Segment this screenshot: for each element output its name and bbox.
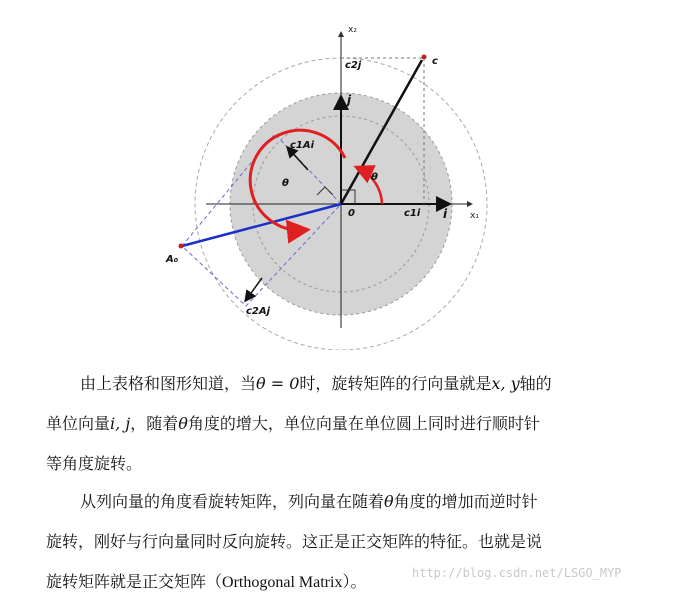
c1ai-label: c1Ai xyxy=(290,140,315,151)
paragraph-1-line-1: 由上表格和图形知道，当θ = 0时，旋转矩阵的行向量就是x, y轴的 xyxy=(80,374,552,393)
x1-axis-label: x₁ xyxy=(470,211,479,221)
c2aj-arrow xyxy=(246,278,262,300)
c2j-label: c2j xyxy=(345,60,362,71)
point-a0 xyxy=(179,244,184,249)
paragraph-2-line-3: 旋转矩阵就是正交矩阵（Orthogonal Matrix）。 xyxy=(46,572,367,591)
c1i-label: c1i xyxy=(404,208,421,219)
point-c xyxy=(422,55,427,60)
c-label: c xyxy=(432,56,438,67)
i-label: i xyxy=(443,207,448,221)
paragraph-2-line-1: 从列向量的角度看旋转矩阵，列向量在随着θ角度的增加而逆时针 xyxy=(80,492,538,511)
paragraph-1-line-3: 等角度旋转。 xyxy=(46,454,143,473)
paragraph-1-line-2: 单位向量i, j，随着θ角度的增大，单位向量在单位圆上同时进行顺时针 xyxy=(46,414,540,433)
a0-label: A₀ xyxy=(166,254,179,265)
origin-label: 0 xyxy=(348,208,355,219)
theta-left-label: θ xyxy=(282,178,289,189)
x2-axis-label: x₂ xyxy=(348,25,357,35)
watermark: http://blog.csdn.net/LSGO_MYP xyxy=(412,566,622,580)
c2aj-label: c2Aj xyxy=(246,306,271,317)
paragraph-2-line-2: 旋转，刚好与行向量同时反向旋转。这正是正交矩阵的特征。也就是说 xyxy=(46,532,543,551)
paragraph-2 xyxy=(46,482,646,602)
j-label: j xyxy=(347,93,352,107)
paragraph-1 xyxy=(46,364,646,484)
theta-right-label: θ xyxy=(371,172,378,183)
